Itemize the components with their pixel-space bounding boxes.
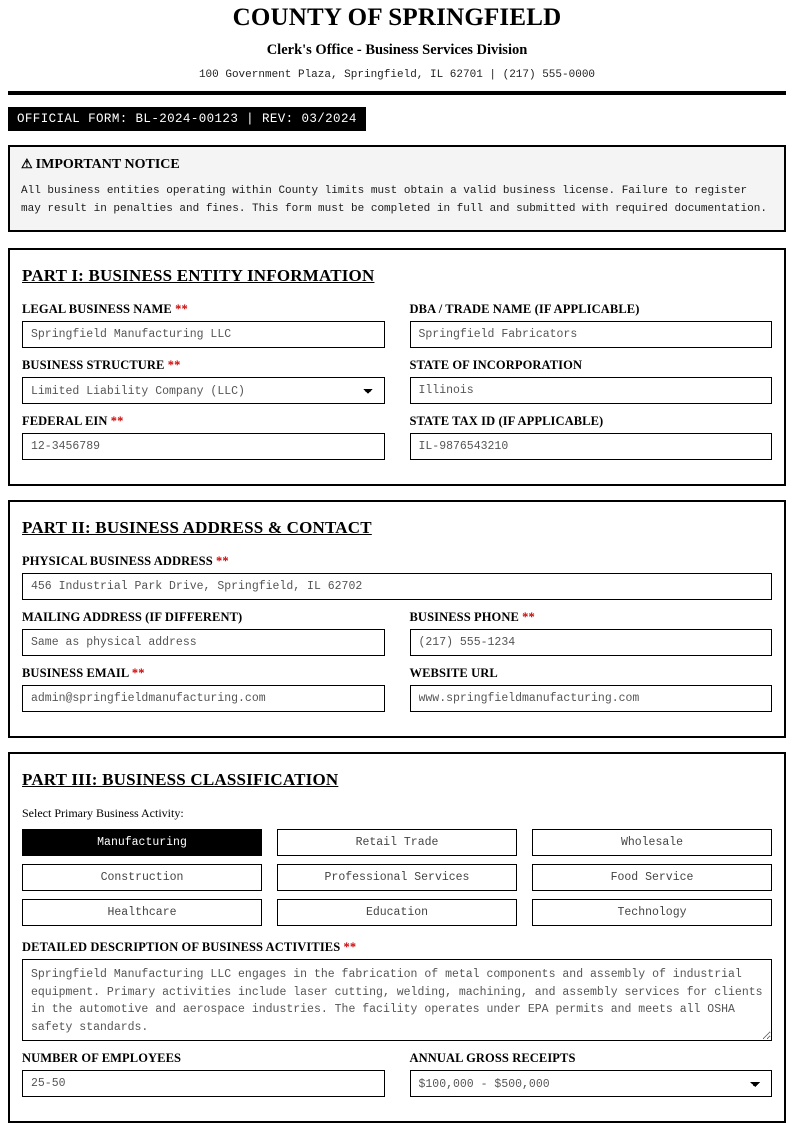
masthead-divider bbox=[8, 91, 786, 95]
activity-chip[interactable]: Construction bbox=[22, 864, 262, 891]
field-state-tax-id bbox=[410, 414, 773, 460]
activity-chip[interactable]: Manufacturing bbox=[22, 829, 262, 856]
form-masthead bbox=[8, 0, 786, 81]
legal-business-name-input[interactable] bbox=[22, 321, 385, 348]
label-business-description: DETAILED DESCRIPTION OF BUSINESS ACTIVITIES ** bbox=[22, 939, 357, 954]
field-physical-business-address bbox=[22, 554, 772, 600]
physical-business-address-input[interactable] bbox=[22, 573, 772, 600]
part-1-row-1 bbox=[22, 302, 772, 358]
part-3-title: PART III: BUSINESS CLASSIFICATION bbox=[22, 769, 339, 789]
activity-chip[interactable]: Technology bbox=[532, 899, 772, 926]
required-marker: ** bbox=[131, 665, 145, 680]
dba-trade-name-input[interactable] bbox=[410, 321, 773, 348]
field-business-description bbox=[22, 940, 772, 1041]
field-mailing-address bbox=[22, 610, 385, 656]
activity-chip[interactable]: Professional Services bbox=[277, 864, 517, 891]
required-marker: ** bbox=[343, 939, 357, 954]
field-website-url bbox=[410, 666, 773, 712]
label-federal-ein: FEDERAL EIN ** bbox=[22, 413, 124, 428]
federal-ein-input[interactable] bbox=[22, 433, 385, 460]
activity-prompt: Select Primary Business Activity: bbox=[22, 805, 184, 820]
notice-title-text: IMPORTANT NOTICE bbox=[35, 156, 180, 172]
field-dba-trade-name bbox=[410, 302, 773, 348]
business-phone-input[interactable] bbox=[410, 629, 773, 656]
field-business-email bbox=[22, 666, 385, 712]
required-marker: ** bbox=[167, 357, 181, 372]
label-state-of-incorporation: STATE OF INCORPORATION bbox=[409, 357, 583, 372]
required-marker: ** bbox=[216, 553, 229, 568]
business-description-textarea[interactable] bbox=[22, 959, 772, 1041]
part-1-row-3 bbox=[22, 414, 772, 470]
field-business-phone bbox=[410, 610, 773, 656]
part-1-row-2 bbox=[22, 358, 772, 414]
label-business-structure: BUSINESS STRUCTURE ** bbox=[22, 357, 181, 372]
field-state-of-incorporation bbox=[410, 358, 773, 404]
label-annual-gross-receipts: ANNUAL GROSS RECEIPTS bbox=[409, 1050, 576, 1065]
part-2-title: PART II: BUSINESS ADDRESS & CONTACT bbox=[22, 517, 372, 537]
state-of-incorporation-input[interactable] bbox=[410, 377, 773, 404]
part-3-row-1 bbox=[22, 1051, 772, 1107]
activity-chip[interactable]: Wholesale bbox=[532, 829, 772, 856]
part-2-row-1 bbox=[22, 610, 772, 666]
label-physical-business-address: PHYSICAL BUSINESS ADDRESS ** bbox=[22, 553, 229, 568]
annual-gross-receipts-select[interactable] bbox=[410, 1070, 773, 1097]
notice-body-text: All business entities operating within County limits must obtain a valid business license. Failure to register may result in penalties and fines. This form must be completed in full and submitted with required documentation. bbox=[21, 184, 767, 215]
website-url-input[interactable] bbox=[410, 685, 773, 712]
notice-title bbox=[21, 156, 773, 173]
label-number-of-employees: NUMBER OF EMPLOYEES bbox=[22, 1050, 182, 1065]
mailing-address-input[interactable] bbox=[22, 629, 385, 656]
section-part-3 bbox=[8, 752, 786, 1123]
label-mailing-address: MAILING ADDRESS (IF DIFFERENT) bbox=[22, 609, 243, 624]
label-business-email: BUSINESS EMAIL ** bbox=[22, 665, 145, 680]
field-federal-ein bbox=[22, 414, 385, 460]
field-business-structure bbox=[22, 358, 385, 404]
field-annual-gross-receipts bbox=[410, 1051, 773, 1097]
county-title: COUNTY OF SPRINGFIELD bbox=[232, 4, 562, 31]
activity-chip[interactable]: Food Service bbox=[532, 864, 772, 891]
warning-triangle-icon: ⚠ bbox=[21, 155, 33, 171]
activity-chip[interactable]: Retail Trade bbox=[277, 829, 517, 856]
label-dba-trade-name: DBA / TRADE NAME (IF APPLICABLE) bbox=[409, 301, 640, 316]
business-activity-options bbox=[22, 829, 772, 926]
part-2-row-2 bbox=[22, 666, 772, 722]
label-business-phone: BUSINESS PHONE ** bbox=[409, 609, 535, 624]
section-part-2 bbox=[8, 500, 786, 738]
activity-chip[interactable]: Healthcare bbox=[22, 899, 262, 926]
label-legal-business-name: LEGAL BUSINESS NAME ** bbox=[22, 301, 188, 316]
business-structure-select[interactable] bbox=[22, 377, 385, 404]
required-marker: ** bbox=[175, 301, 188, 316]
office-subtitle: Clerk's Office - Business Services Division bbox=[266, 41, 528, 58]
part-1-title: PART I: BUSINESS ENTITY INFORMATION bbox=[22, 265, 375, 285]
office-address-line: 100 Government Plaza, Springfield, IL 62701 | (217) 555-0000 bbox=[198, 68, 596, 81]
state-tax-id-input[interactable] bbox=[410, 433, 773, 460]
activity-chip[interactable]: Education bbox=[277, 899, 517, 926]
number-of-employees-input[interactable] bbox=[22, 1070, 385, 1097]
field-legal-business-name bbox=[22, 302, 385, 348]
field-number-of-employees bbox=[22, 1051, 385, 1097]
business-email-input[interactable] bbox=[22, 685, 385, 712]
official-form-badge: OFFICIAL FORM: BL-2024-00123 | REV: 03/2024 bbox=[8, 107, 366, 131]
required-marker: ** bbox=[110, 413, 124, 428]
required-marker: ** bbox=[522, 609, 535, 624]
section-part-1 bbox=[8, 248, 786, 486]
important-notice-box bbox=[8, 145, 786, 232]
label-website-url: WEBSITE URL bbox=[409, 665, 498, 680]
label-state-tax-id: STATE TAX ID (IF APPLICABLE) bbox=[409, 413, 604, 428]
